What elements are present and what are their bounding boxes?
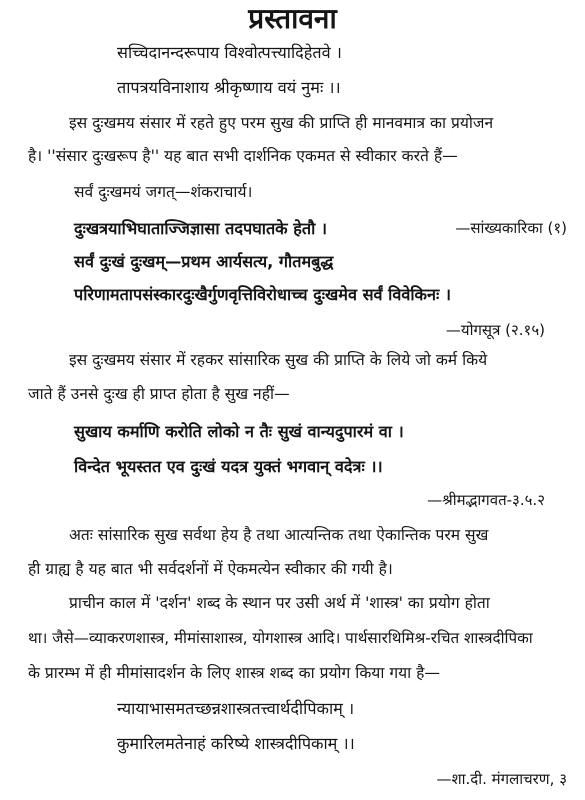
quote-line: परिणामतापसंस्कारदुःखैर्गुणवृत्तिविरोधाच्च दुःखमेव सर्वं विवेकिनः । — [74, 285, 451, 304]
page-title: प्रस्तावना — [248, 2, 337, 35]
quote-line: सर्वं दुःखं दुःखम्—प्रथम आर्यसत्य, गौतमबुद्ध — [74, 252, 334, 271]
closing-verse-line: न्यायाभासमतच्छन्नशास्त्रतत्त्वार्थदीपिकाम् । — [117, 699, 355, 718]
quote-line: सर्वं दुःखमयं जगत्—शंकराचार्य। — [74, 183, 253, 201]
verse-line: विन्देत भूयस्तत एव दुःखं यदत्र युक्तं भगवान् वदेत्रः ।। — [74, 457, 383, 476]
paragraph-line: अतः सांसारिक सुख सर्वथा हेय है तथा आत्यन्तिक तथा ऐकान्तिक परम सुख — [69, 526, 489, 544]
paragraph-line: था। जैसे—व्याकरणशास्त्र, मीमांसाशास्त्र, योगशास्त्र आदि। पार्थसारथिमिश्र-रचित शास्त्रदीपिका — [28, 629, 533, 647]
paragraph-line: ही ग्राह्य है यह बात भी सर्वदर्शनों में ऐकमत्येन स्वीकार की गयी है। — [28, 560, 393, 578]
closing-verse-line: कुमारिलमतेनाहं करिष्ये शास्त्रदीपिकाम् ।। — [117, 734, 355, 753]
invocation-line-1: सच्चिदानन्दरूपाय विश्वोत्पत्त्यादिहेतवे । — [117, 43, 342, 62]
verse-line: सुखाय कर्माणि करोति लोको न तैः सुखं वान्यदुपारमं वा । — [74, 422, 404, 441]
citation: —सांख्यकारिका (१) — [455, 219, 567, 237]
quote-line: दुःखत्रयाभिघाताज्जिज्ञासा तदपघातके हेतौ । — [74, 219, 328, 238]
paragraph-line: प्राचीन काल में 'दर्शन' शब्द के स्थान पर उसी अर्थ में 'शास्त्र' का प्रयोग होता — [69, 594, 490, 612]
citation: —योगसूत्र (२.१५) — [445, 321, 545, 339]
invocation-line-2: तापत्रयविनाशाय श्रीकृष्णाय वयं नुमः ।। — [117, 78, 341, 97]
paragraph-line: जाते हैं उनसे दुःख ही प्राप्त होता है सुख नहीं— — [28, 385, 290, 403]
citation: —शा.दी. मंगलाचरण, ३ — [436, 770, 567, 788]
paragraph-line: है। ''संसार दुःखरूप है'' यह बात सभी दार्शनिक एकमत से स्वीकार करते हैं— — [28, 147, 458, 165]
paragraph-line: इस दुःखमय संसार में रहकर सांसारिक सुख की प्राप्ति के लिये जो कर्म किये — [69, 351, 488, 369]
paragraph-line: इस दुःखमय संसार में रहते हुए परम सुख की प्राप्ति ही मानवमात्र का प्रयोजन — [69, 114, 494, 132]
citation: —श्रीमद्भागवत-३.५.२ — [427, 491, 545, 509]
paragraph-line: के प्रारम्भ में ही मीमांसादर्शन के लिए शास्त्र शब्द का प्रयोग किया गया है— — [28, 664, 441, 682]
